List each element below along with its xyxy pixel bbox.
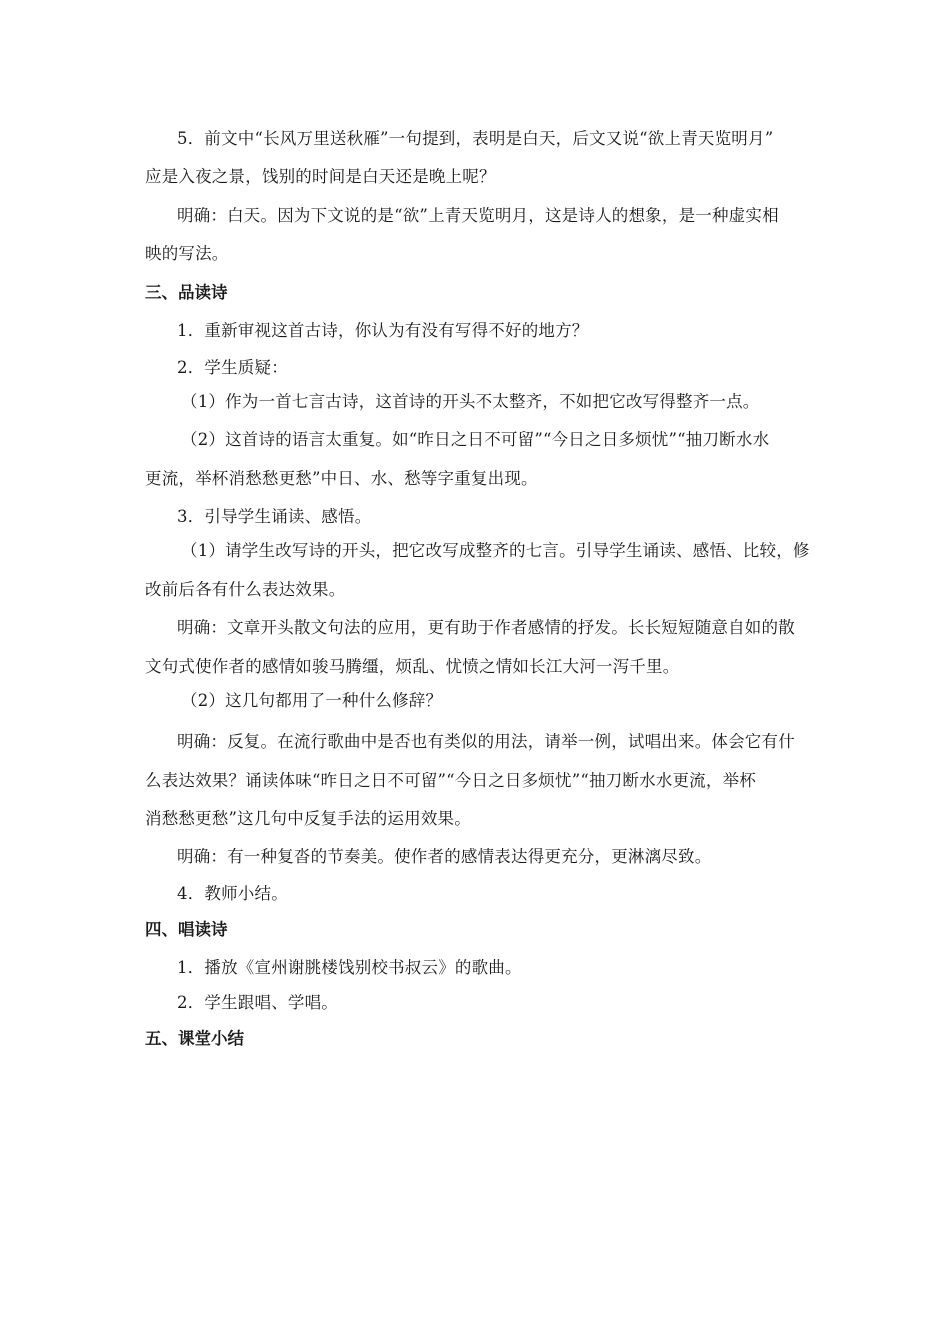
answer-3-1-line-1: 明确：文章开头散文句法的应用，更有助于作者感情的抒发。长长短短随意自如的散 [177, 618, 795, 637]
section-3-heading: 三、品读诗 [145, 283, 228, 302]
section-3-item-3-sub-2: （2）这几句都用了一种什么修辞？ [181, 691, 443, 710]
section-3-item-2: 2．学生质疑： [177, 358, 288, 377]
answer-3-1-line-2: 文句式使作者的感情如骏马腾缰，烦乱、忧愤之情如长江大河一泻千里。 [145, 657, 680, 676]
section-3-item-3-sub-1-line-1: （1）请学生改写诗的开头，把它改写成整齐的七言。引导学生诵读、感悟、比较，修 [181, 541, 810, 560]
section-4-heading: 四、唱读诗 [145, 920, 228, 939]
answer-3-2-line-2: 么表达效果？诵读体味“昨日之日不可留”“今日之日多烦忧”“抽刀断水水更流，举杯 [145, 771, 756, 790]
section-3-item-4: 4．教师小结。 [177, 884, 288, 903]
section-3-item-2-sub-2-line-1: （2）这首诗的语言太重复。如“昨日之日不可留”“今日之日多烦忧”“抽刀断水水 [181, 430, 770, 449]
section-3-item-1: 1．重新审视这首古诗，你认为有没有写得不好的地方？ [177, 321, 589, 340]
section-3-item-3: 3．引导学生诵读、感悟。 [177, 507, 372, 526]
section-4-item-1: 1．播放《宣州谢朓楼饯别校书叔云》的歌曲。 [177, 958, 522, 977]
question-5-line-1: 5．前文中“长风万里送秋雁”一句提到，表明是白天，后文又说“欲上青天览明月” [177, 129, 774, 148]
answer-3-2-line-1: 明确：反复。在流行歌曲中是否也有类似的用法，请举一例，试唱出来。体会它有什 [177, 732, 795, 751]
answer-5-line-2: 映的写法。 [145, 244, 229, 263]
answer-5-line-1: 明确：白天。因为下文说的是“欲”上青天览明月，这是诗人的想象，是一种虚实相 [177, 206, 779, 225]
answer-3-3: 明确：有一种复沓的节奏美。使作者的感情表达得更充分，更淋漓尽致。 [177, 847, 712, 866]
section-3-item-2-sub-2-line-2: 更流，举杯消愁愁更愁”中日、水、愁等字重复出现。 [145, 469, 538, 488]
section-3-item-3-sub-1-line-2: 改前后各有什么表达效果。 [145, 580, 346, 599]
answer-3-2-line-3: 消愁愁更愁”这几句中反复手法的运用效果。 [145, 809, 471, 828]
section-3-item-2-sub-1: （1）作为一首七言古诗，这首诗的开头不太整齐，不如把它改写得整齐一点。 [181, 392, 760, 411]
section-5-heading: 五、课堂小结 [145, 1029, 244, 1048]
section-4-item-2: 2．学生跟唱、学唱。 [177, 993, 338, 1012]
question-5-line-2: 应是入夜之景，饯别的时间是白天还是晚上呢？ [145, 167, 496, 186]
